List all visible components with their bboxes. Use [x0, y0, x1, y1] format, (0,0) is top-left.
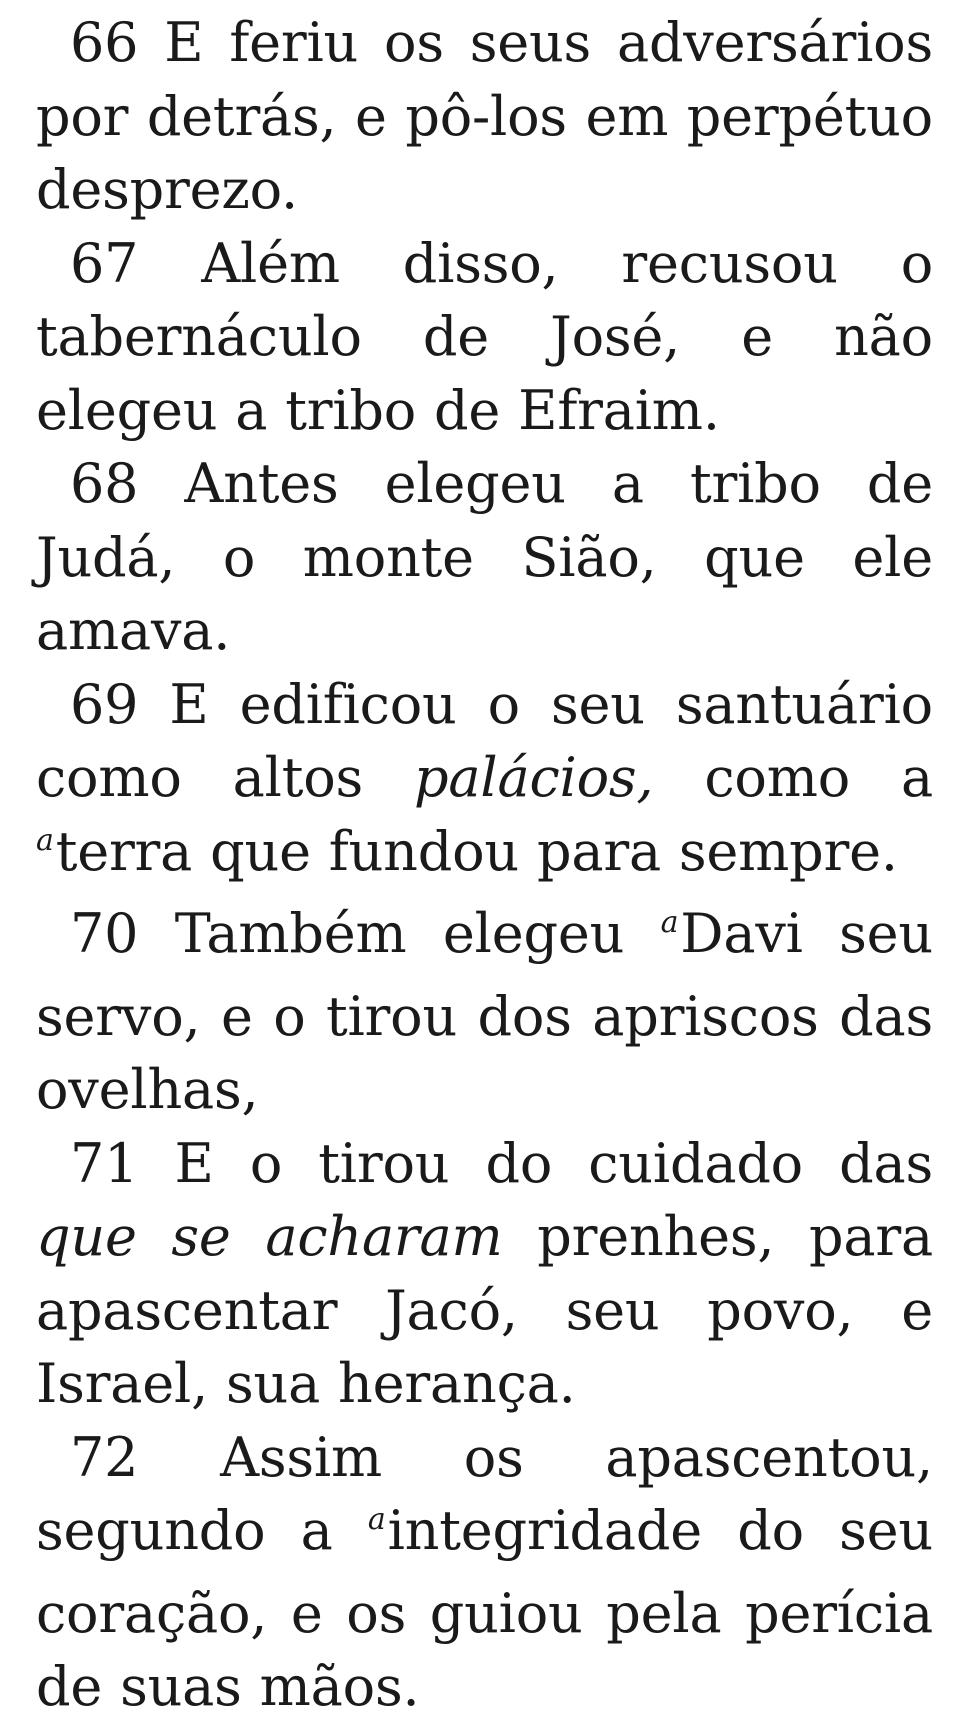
verse-66: [36, 6, 933, 227]
verse-number: 71: [70, 1131, 139, 1195]
verse-text: prenhes, para apascentar Jacó, seu povo, e Israel, sua herança.: [36, 1205, 933, 1415]
verse-text: Antes elegeu a tribo de Judá, o monte Sião, que ele amava.: [36, 452, 934, 662]
verse-text: E edificou o seu santuário como altos: [36, 672, 933, 809]
footnote-marker: a: [36, 822, 54, 858]
verse-text: integridade do seu coração, e os guiou pela perícia de suas mãos.: [36, 1499, 933, 1718]
verse-text: Davi seu servo, e o tirou dos apriscos das ovelhas,: [36, 902, 933, 1121]
verse-72: [36, 1421, 933, 1724]
verse-text: Além disso, recusou o tabernáculo de José, e não elegeu a tribo de Efraim.: [36, 231, 934, 442]
verse-number: 70: [70, 902, 139, 965]
verse-text: E o tirou do cuidado das: [174, 1131, 934, 1195]
verse-number: 69: [70, 672, 139, 736]
verse-list: [36, 6, 933, 1724]
italic-supplied-word: que se acharam: [36, 1205, 503, 1268]
verse-number: 72: [70, 1425, 139, 1489]
verse-text: Também elegeu: [174, 902, 661, 965]
verse-67: [36, 227, 933, 448]
verse-number: 67: [70, 231, 139, 295]
italic-supplied-word: palácios,: [414, 746, 654, 809]
verse-text: terra que fundou para sempre.: [55, 819, 898, 883]
verse-text: Assim os apascentou, segundo a: [36, 1425, 933, 1562]
verse-number: 68: [70, 452, 139, 515]
verse-text: como a: [653, 746, 933, 809]
footnote-marker: a: [660, 905, 679, 940]
footnote-marker: a: [367, 1502, 386, 1537]
verse-70: [36, 897, 933, 1127]
verse-number: 66: [70, 11, 139, 74]
verse-68: [36, 447, 933, 668]
verse-69: [36, 668, 933, 898]
verse-71: [36, 1127, 933, 1421]
verse-text: E feriu os seus adversários por detrás, e pô-los em perpétuo desprezo.: [36, 11, 933, 221]
